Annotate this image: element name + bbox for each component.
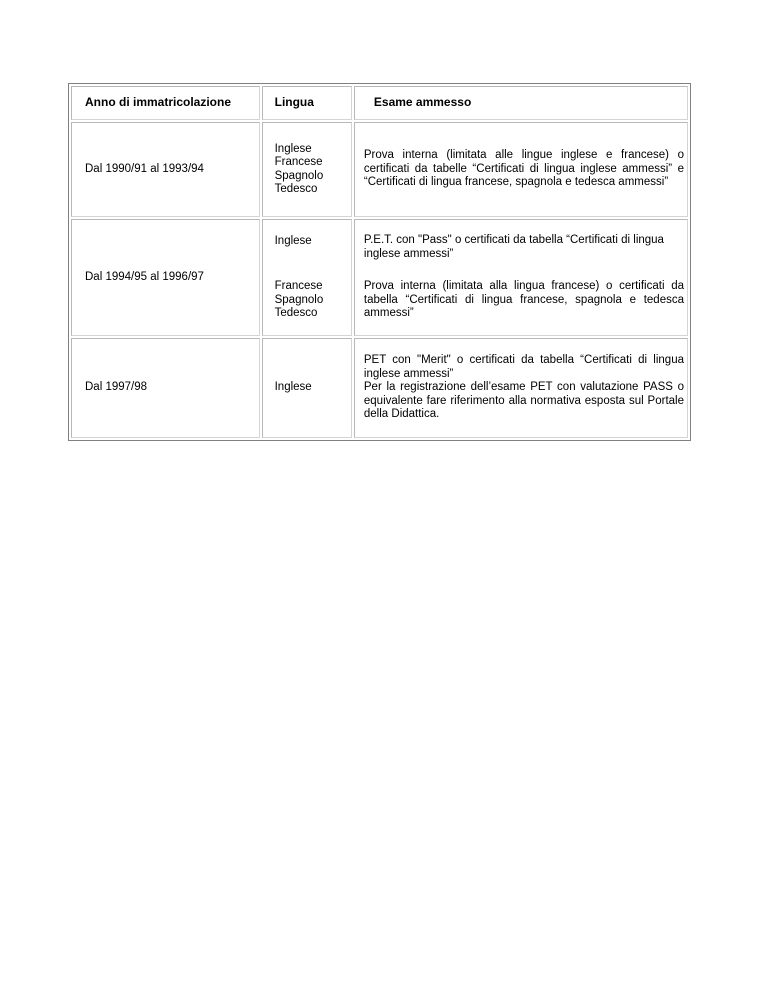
row2-esame-b: Prova interna (limitata alla lingua francese) o certificati da tabella “Certificati di lingua francese, spagnola e tedesca ammessi”	[363, 280, 684, 320]
header-esame: Esame ammesso	[354, 86, 688, 120]
row3-lingue: Inglese	[262, 338, 352, 438]
row3-esame-line1: PET con "Merit" o certificati da tabella “Certificati di lingua inglese ammessi”	[363, 354, 684, 380]
row1-anno: Dal 1990/91 al 1993/94	[71, 122, 260, 217]
row1-lingue: Inglese Francese Spagnolo Tedesco	[262, 122, 352, 217]
requirements-table	[68, 83, 691, 441]
header-lingua: Lingua	[262, 86, 352, 120]
row3-esame-line2: Per la registrazione dell’esame PET con valutazione PASS o equivalente fare riferimento alla normativa esposta sul Portale della Didattica.	[363, 381, 684, 421]
table-row	[71, 338, 688, 438]
row2-lingue-a: Inglese	[274, 234, 312, 247]
row2-anno: Dal 1994/95 al 1996/97	[71, 219, 260, 336]
row2-esame	[354, 219, 688, 336]
row3-esame	[354, 338, 688, 438]
table-header-row	[71, 86, 688, 120]
row3-anno: Dal 1997/98	[71, 338, 260, 438]
table-row	[71, 122, 688, 217]
table-row	[71, 219, 688, 336]
row2-lingue	[262, 219, 352, 336]
row2-esame-a: P.E.T. con "Pass" o certificati da tabella “Certificati di lingua inglese ammessi”	[363, 234, 664, 260]
header-anno: Anno di immatricolazione	[71, 86, 260, 120]
row2-lingue-b: Francese Spagnolo Tedesco	[274, 280, 324, 319]
row1-esame: Prova interna (limitata alle lingue inglese e francese) o certificati da tabelle “Certificati di lingua inglese ammessi” e “Certificati di lingua francese, spagnola e tedesca ammessi”	[354, 122, 688, 217]
